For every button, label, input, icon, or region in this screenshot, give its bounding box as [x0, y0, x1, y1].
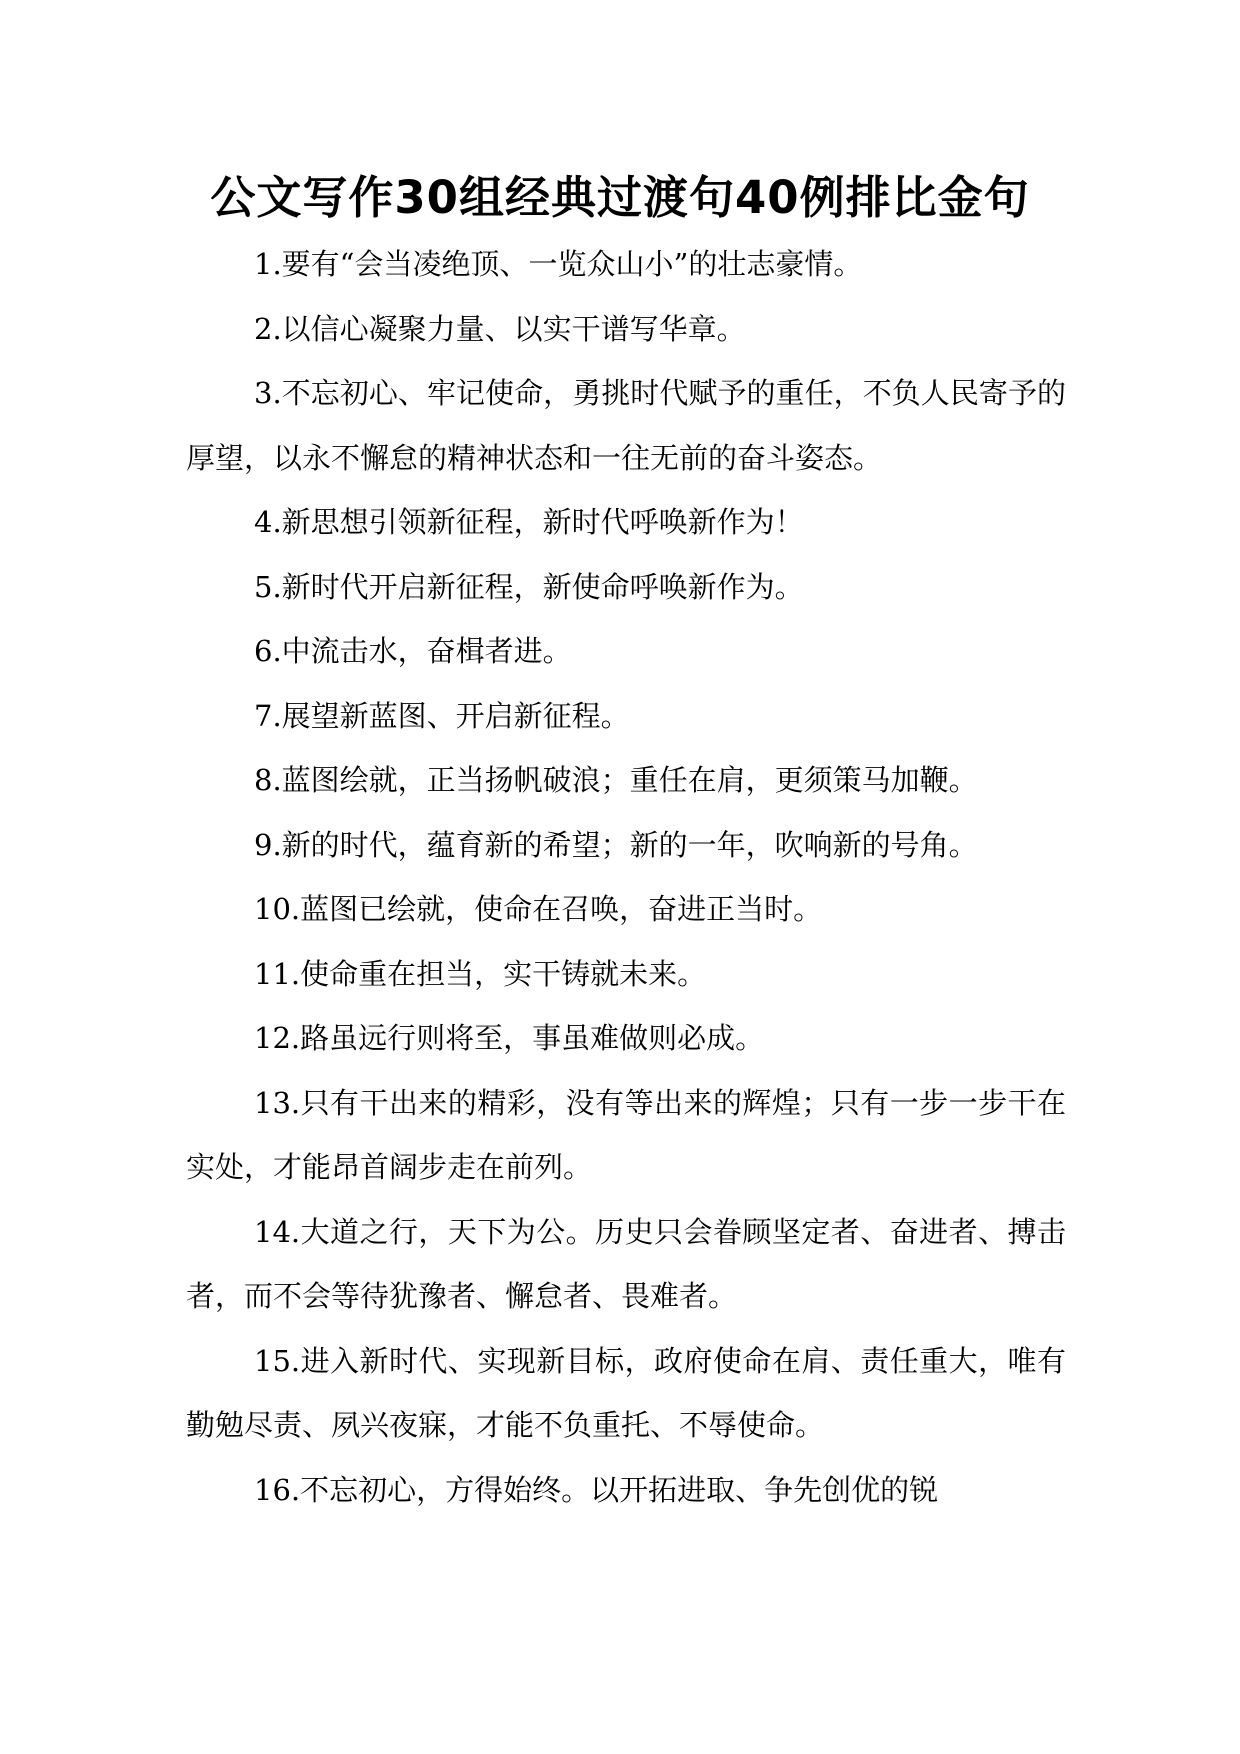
paragraph-5: 5.新时代开启新征程，新使命呼唤新作为。 [254, 569, 804, 604]
paragraph-3: 3.不忘初心、牢记使命，勇挑时代赋予的重任，不负人民寄予的厚望，以永不懈怠的精神状态和一往无前的奋斗姿态。 [186, 376, 1066, 475]
paragraph-14: 14.大道之行，天下为公。历史只会眷顾坚定者、奋进者、搏击者，而不会等待犹豫者、懈怠者、畏难者。 [186, 1214, 1066, 1313]
paragraph-15: 15.进入新时代、实现新目标，政府使命在肩、责任重大，唯有勤勉尽责、夙兴夜寐，才能不负重托、不辱使命。 [186, 1343, 1066, 1442]
paragraph-4: 4.新思想引领新征程，新时代呼唤新作为！ [254, 505, 804, 539]
paragraph-10: 10.蓝图已绘就，使命在召唤，奋进正当时。 [254, 892, 823, 926]
paragraph-6: 6.中流击水，奋楫者进。 [254, 634, 572, 668]
paragraph-13: 13.只有干出来的精彩，没有等出来的辉煌；只有一步一步干在实处，才能昂首阔步走在前列。 [186, 1085, 1066, 1184]
paragraph-8: 8.蓝图绘就，正当扬帆破浪；重任在肩，更须策马加鞭。 [254, 763, 978, 797]
paragraph-9: 9.新的时代，蕴育新的希望；新的一年，吹响新的号角。 [254, 827, 978, 862]
paragraph-2: 2.以信心凝聚力量、以实干谱写华章。 [254, 311, 746, 346]
paragraph-12: 12.路虽远行则将至，事虽难做则必成。 [254, 1021, 765, 1055]
paragraph-16: 16.不忘初心，方得始终。以开拓进取、争先创优的锐 [254, 1472, 939, 1507]
document-body [186, 232, 1066, 1522]
paragraph-1: 1.要有“会当凌绝顶、一览众山小”的壮志豪情。 [254, 247, 863, 281]
document-title: 公文写作30组经典过渡句40例排比金句 [210, 171, 1030, 224]
paragraph-11: 11.使命重在担当，实干铸就未来。 [254, 956, 707, 991]
paragraph-7: 7.展望新蓝图、开启新征程。 [254, 698, 630, 733]
